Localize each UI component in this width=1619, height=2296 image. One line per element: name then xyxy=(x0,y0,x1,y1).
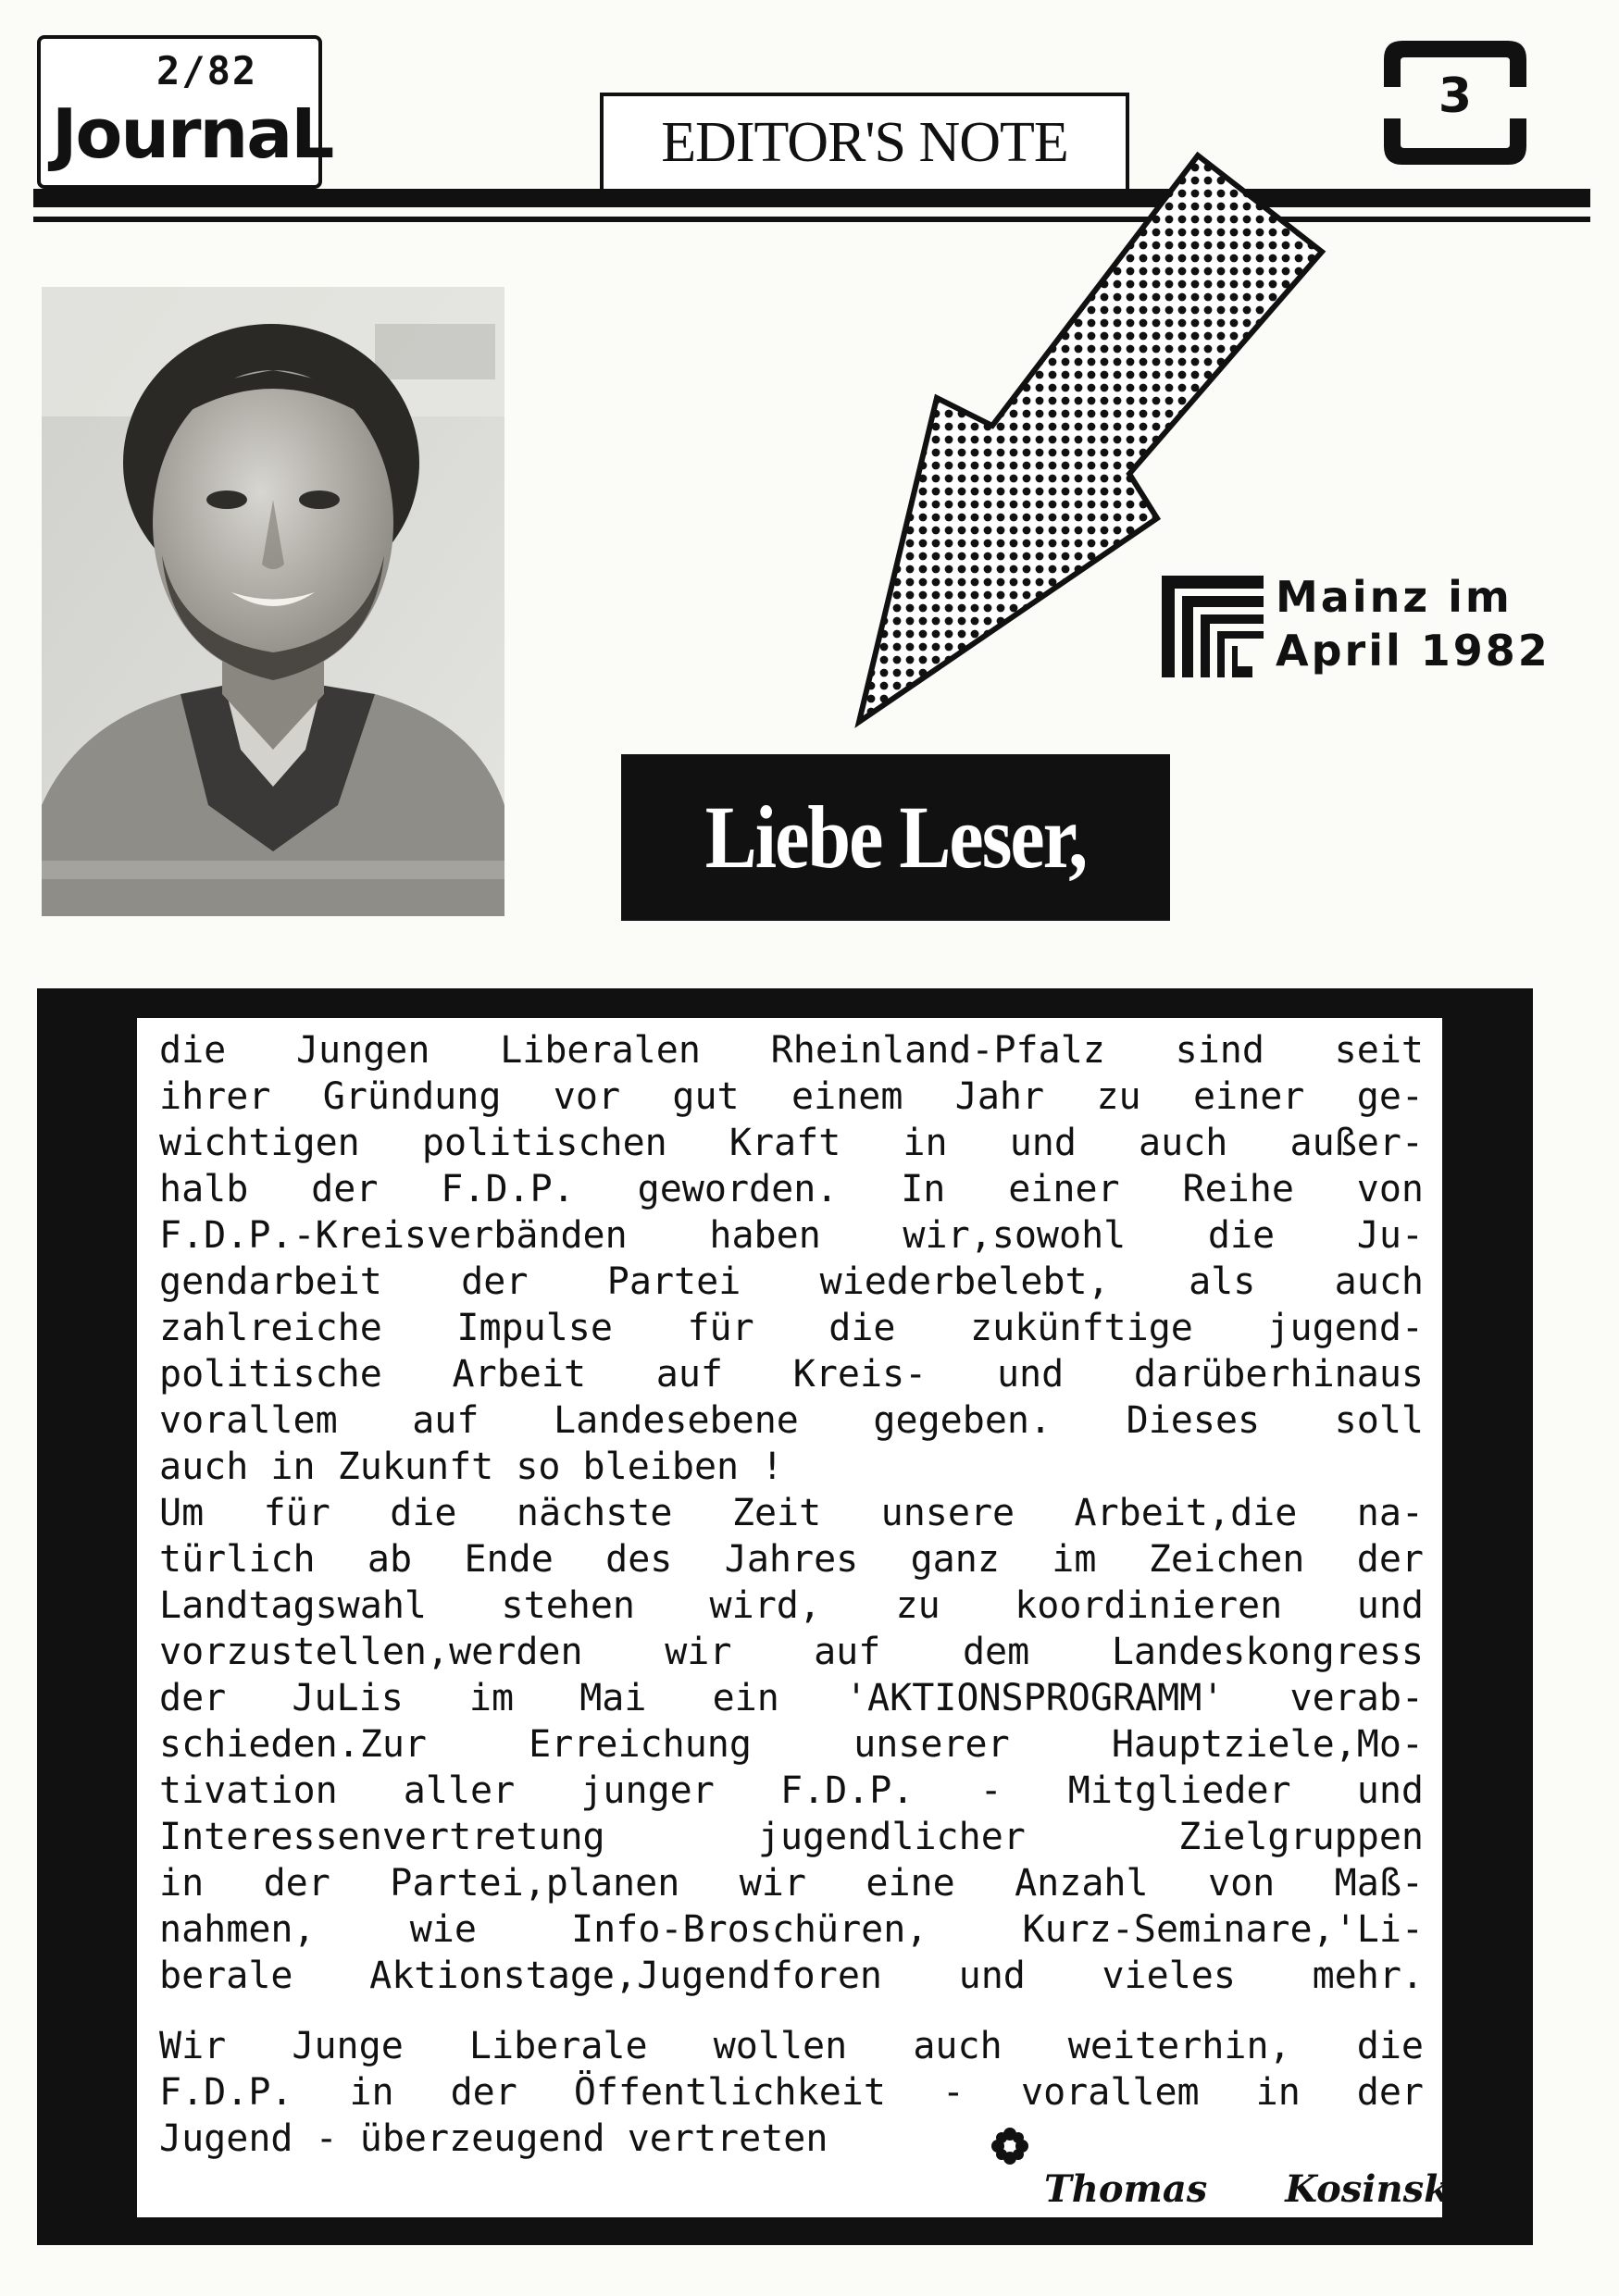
salutation-banner xyxy=(621,754,1170,921)
letter-line: nahmen, wie Info-Broschüren, Kurz-Seminare,'Li- xyxy=(159,1908,1424,1951)
journal-logo xyxy=(37,35,333,189)
letter-line: halb der F.D.P. geworden. In einer Reihe von xyxy=(159,1168,1424,1210)
salutation: Liebe Leser, xyxy=(704,788,1087,887)
letter-line: wichtigen politischen Kraft in und auch außer- xyxy=(159,1122,1424,1164)
letter-line: vorallem auf Landesebene gegeben. Dieses soll xyxy=(159,1399,1424,1442)
letter-line: in der Partei,planen wir eine Anzahl von Maß- xyxy=(159,1862,1424,1905)
signature: Thomas Kosinsky xyxy=(1044,2167,1472,2211)
letter-line: F.D.P. in der Öffentlichkeit - vorallem in der xyxy=(159,2071,1424,2114)
letter-line: Jugend - überzeugend vertreten xyxy=(159,2117,828,2160)
letter-line: Interessenvertretung jugendlicher Zielgruppen xyxy=(159,1816,1424,1858)
issue-number: 2/82 xyxy=(156,48,258,93)
letter-line: gendarbeit der Partei wiederbelebt, als auch xyxy=(159,1260,1424,1303)
editor-portrait-icon xyxy=(42,287,504,916)
letter-line: ihrer Gründung vor gut einem Jahr zu einer ge- xyxy=(159,1075,1424,1118)
header-rule xyxy=(33,189,1590,207)
journal-title: JournaL xyxy=(52,94,333,174)
letter-line: politische Arbeit auf Kreis- und darüberhinaus xyxy=(159,1353,1424,1396)
editor-photo xyxy=(42,287,504,916)
letter-line: berale Aktionstage,Jugendforen und vieles mehr. xyxy=(159,1955,1424,1997)
place-logo-icon xyxy=(1162,576,1264,677)
dateline-place: Mainz im xyxy=(1276,572,1513,622)
page-number: 3 xyxy=(1438,68,1473,124)
letter-line: der JuLis im Mai ein 'AKTIONSPROGRAMM' verab- xyxy=(159,1677,1424,1719)
letter-line: auch in Zukunft so bleiben ! xyxy=(159,1446,784,1488)
dateline-date: April 1982 xyxy=(1276,626,1551,676)
letter-line: Um für die nächste Zeit unsere Arbeit,die na- xyxy=(159,1492,1424,1534)
letter-line: schieden.Zur Erreichung unserer Hauptziele,Mo- xyxy=(159,1723,1424,1766)
letter-line: die Jungen Liberalen Rheinland-Pfalz sind seit xyxy=(159,1029,1424,1072)
header-rule-thin xyxy=(33,217,1590,222)
letter-line: Wir Junge Liberale wollen auch weiterhin, die xyxy=(159,2025,1424,2067)
letter-line: zahlreiche Impulse für die zukünftige jugend- xyxy=(159,1307,1424,1349)
section-label: EDITOR'S NOTE xyxy=(661,110,1068,174)
flower-icon xyxy=(990,2127,1029,2166)
letter-line: vorzustellen,werden wir auf dem Landeskongress xyxy=(159,1631,1424,1673)
letter-line: tivation aller junger F.D.P. - Mitglieder und xyxy=(159,1769,1424,1812)
letter-line: F.D.P.-Kreisverbänden haben wir,sowohl die Ju- xyxy=(159,1214,1424,1257)
letter-line: türlich ab Ende des Jahres ganz im Zeichen der xyxy=(159,1538,1424,1581)
letter-line: Landtagswahl stehen wird, zu koordinieren und xyxy=(159,1584,1424,1627)
